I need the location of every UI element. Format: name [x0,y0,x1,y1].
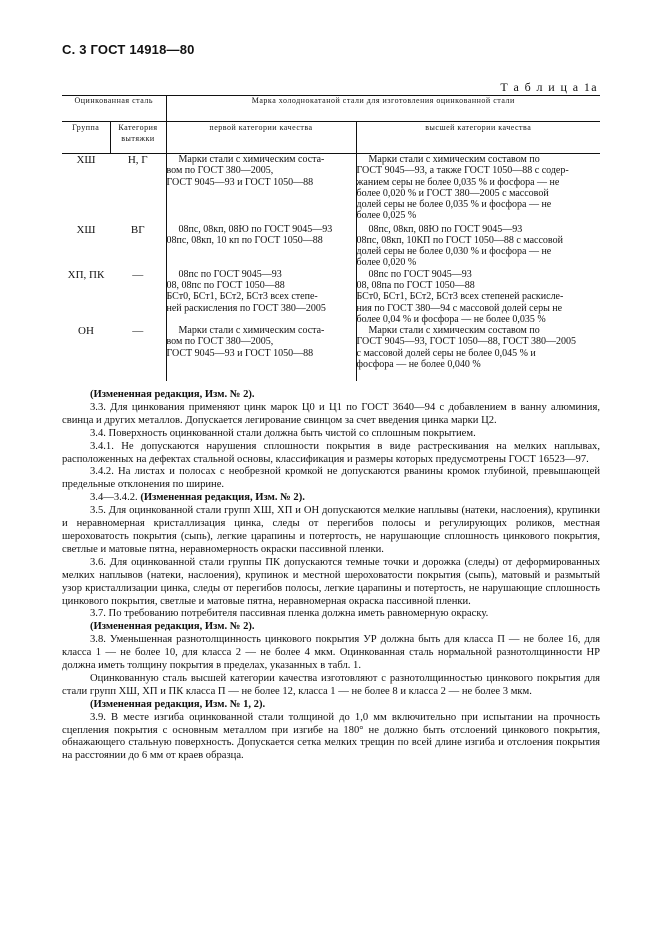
cell-line: 08, 08па по ГОСТ 1050—88 [356,279,475,291]
cell-first-category [166,269,356,325]
cell-highest-category [356,325,600,381]
paragraph [62,699,600,712]
cell-line: 08пс, 08кп, 10 кп по ГОСТ 1050—88 [166,234,323,246]
paragraph [62,389,600,402]
cell-line: Марки стали с химическим составом по [368,325,540,337]
cell-line: долей серы не более 0,030 % и фосфора — не [356,246,552,258]
cell-line: жанием серы не более 0,035 % и фосфора — не [356,176,560,188]
cell-category: ВГ [130,223,145,236]
cell-line: БСт0, БСт1, БСт2, БСт3 всех степеней раскисле- [356,291,564,303]
cell-line: вом по ГОСТ 380—2005, [166,336,274,348]
cell-line: 08пс, 08кп, 08Ю по ГОСТ 9045—93 [368,223,523,235]
header-highest-category: высшей категории качества [356,122,600,154]
table-header-row-2 [62,122,600,154]
cell-line: Марки стали с химическим соста- [178,325,325,337]
table-caption: Т а б л и ц а 1а [500,80,598,94]
cell-highest-category [356,269,600,325]
cell-line: ГОСТ 9045—93 и ГОСТ 1050—88 [166,347,314,359]
paragraph: 3.5. Для оцинкованной стали групп ХШ, ХП и ОН допускаются мелкие наплывы (натеки, наслоения), крупинки и неравномерная кристаллизация цинка, следы от перегибов полосы и регулирующих роликов, местная шероховатость покрытия (сыпь), легкие царапины и потертость, не нарушающие сплошность цинкового покрытия, светлые и матовые пятна, неравномерность окраски пассивной пленки. [62,505,600,555]
cell-line: 08пс по ГОСТ 9045—93 [368,268,472,280]
cell-line: 08, 08пс по ГОСТ 1050—88 [166,279,285,291]
cell-line: 08пс по ГОСТ 9045—93 [178,268,282,280]
cell-line: 08пс, 08кп, 10КП по ГОСТ 1050—88 с массовой [356,234,563,246]
cell-line: ней раскисления по ГОСТ 380—2005 [166,302,326,314]
cell-line: с массовой долей серы не более 0,045 % и [356,347,536,359]
cell-first-category [166,224,356,269]
cell-line: более 0,020 % [356,257,417,269]
table-row [62,154,600,224]
table-row [62,325,600,381]
cell-group: ХШ [76,223,96,236]
paragraph: 3.8. Уменьшенная разнотолщинность цинкового покрытия УР должна быть для класса П — не более 16, для класса 1 — не более 10, для класса 2 — не более 4 мкм. Оцинкованная сталь нормальной разнотолщинности НР должна иметь толщину покрытия в пределах, указанных в табл. 1. [62,634,600,672]
paragraph [62,621,600,634]
cell-line: Марки стали с химическим соста- [178,154,325,165]
cell-line: более 0,025 % [356,210,417,222]
amendment-note: (Измененная редакция, Изм. № 2). [90,389,255,400]
header-drawing-category: Категория вытяжки [110,122,166,154]
cell-group: ХШ [76,154,96,166]
header-first-category: первой категории качества [166,122,356,154]
cell-line: ния по ГОСТ 380—94 с массовой долей серы не [356,302,563,314]
cell-category: — [132,325,144,338]
cell-highest-category [356,154,600,224]
cell-group: ХП, ПК [67,268,105,281]
paragraph [62,492,600,505]
paragraph: 3.4.2. На листах и полосах с необрезной кромкой не допускаются рванины кромок глубиной, превышающей предельные отклонения по ширине. [62,466,600,491]
paragraph: 3.4.1. Не допускаются нарушения сплошности покрытия в виде растрескивания на мелких наплывах, расположенных на дефектах стальной основы, классификация и размеры которых предусмотрены ГОСТ 16523—97. [62,440,600,465]
paragraph: 3.3. Для цинкования применяют цинк марок Ц0 и Ц1 по ГОСТ 3640—94 с добавлением в ванну алюминия, свинца и других металлов. Допускается легирование свинцом за счет введения цинка марки Ц2. [62,401,600,426]
page-header: С. 3 ГОСТ 14918—80 [62,42,195,57]
table-row [62,269,600,325]
paragraph-number: 3.4—3.4.2. [90,492,141,504]
cell-line: более 0,020 % и ГОСТ 380—2005 с массовой [356,187,549,199]
header-galvanized-steel: Оцинкованная сталь [62,96,166,122]
cell-group: ОН [78,325,94,338]
cell-line: 08пс, 08кп, 08Ю по ГОСТ 9045—93 [178,223,333,235]
cell-first-category [166,325,356,381]
cell-first-category [166,154,356,224]
table-row [62,224,600,269]
amendment-note: (Измененная редакция, Изм. № 2). [140,492,305,504]
paragraph: 3.4. Поверхность оцинкованной стали должна быть чистой со сплошным покрытием. [90,427,476,439]
cell-highest-category [356,224,600,269]
paragraph: Оцинкованную сталь высшей категории качества изготовляют с разнотолщинностью цинкового покрытия для стали групп ХШ, ХП и ПК класса П — не более 12, класса 1 — не более 8 и класса 2 — не более 3 мкм. [62,672,600,697]
amendment-note: (Измененная редакция, Изм. № 2). [90,621,255,633]
cell-line: Марки стали с химическим составом по [368,154,540,165]
table-header-row-1 [62,96,600,122]
steel-grades-table [62,95,600,381]
header-steel-grade: Марка холоднокатаной стали для изготовления оцинкованной стали [166,96,600,122]
table-body [62,154,600,382]
cell-category: — [132,268,144,281]
paragraph: 3.9. В месте изгиба оцинкованной стали толщиной до 1,0 мм включительно при испытании на прочность сцепления покрытия с основным металлом при изгибе на 180° не должно быть отслоений цинкового покрытия, обнажающего стальную поверхность. Допускается сетка мелких трещин по всей длине изгиба и отслоения покрытия на расстоянии до 6 мм от краев образца. [62,711,600,762]
cell-line: ГОСТ 9045—93, а также ГОСТ 1050—88 с содер- [356,165,569,177]
cell-line: вом по ГОСТ 380—2005, [166,165,274,177]
paragraph: 3.6. Для оцинкованной стали группы ПК допускаются темные точки и дорожка (следы) от деформированных мелких наплывов (натеки, наслоения), крупинок и местной шероховатости покрытия (сыпь), матовый и размытый узор кристаллизации цинка, следы от перегибов полосы, легкие царапины и потертость, не нарушающие сплошность цинкового покрытия, светлые и матовые пятна, неравномерная окраска пассивной пленки. [62,556,600,607]
cell-line: ГОСТ 9045—93, ГОСТ 1050—88, ГОСТ 380—2005 [356,336,576,348]
cell-line: более 0,04 % и фосфора — не более 0,035 % [356,313,546,325]
cell-line: БСт0, БСт1, БСт2, БСт3 всех степе- [166,291,318,303]
paragraph: 3.7. По требованию потребителя пассивная пленка должна иметь равномерную окраску. [90,608,489,620]
document-body [62,389,600,763]
cell-category: Н, Г [127,154,148,166]
amendment-note: (Измененная редакция, Изм. № 1, 2). [90,698,266,710]
cell-line: долей серы не более 0,035 % и фосфора — не [356,199,552,211]
cell-line: ГОСТ 9045—93 и ГОСТ 1050—88 [166,176,314,188]
header-group: Группа [62,122,110,154]
cell-line: фосфора — не более 0,040 % [356,359,481,371]
